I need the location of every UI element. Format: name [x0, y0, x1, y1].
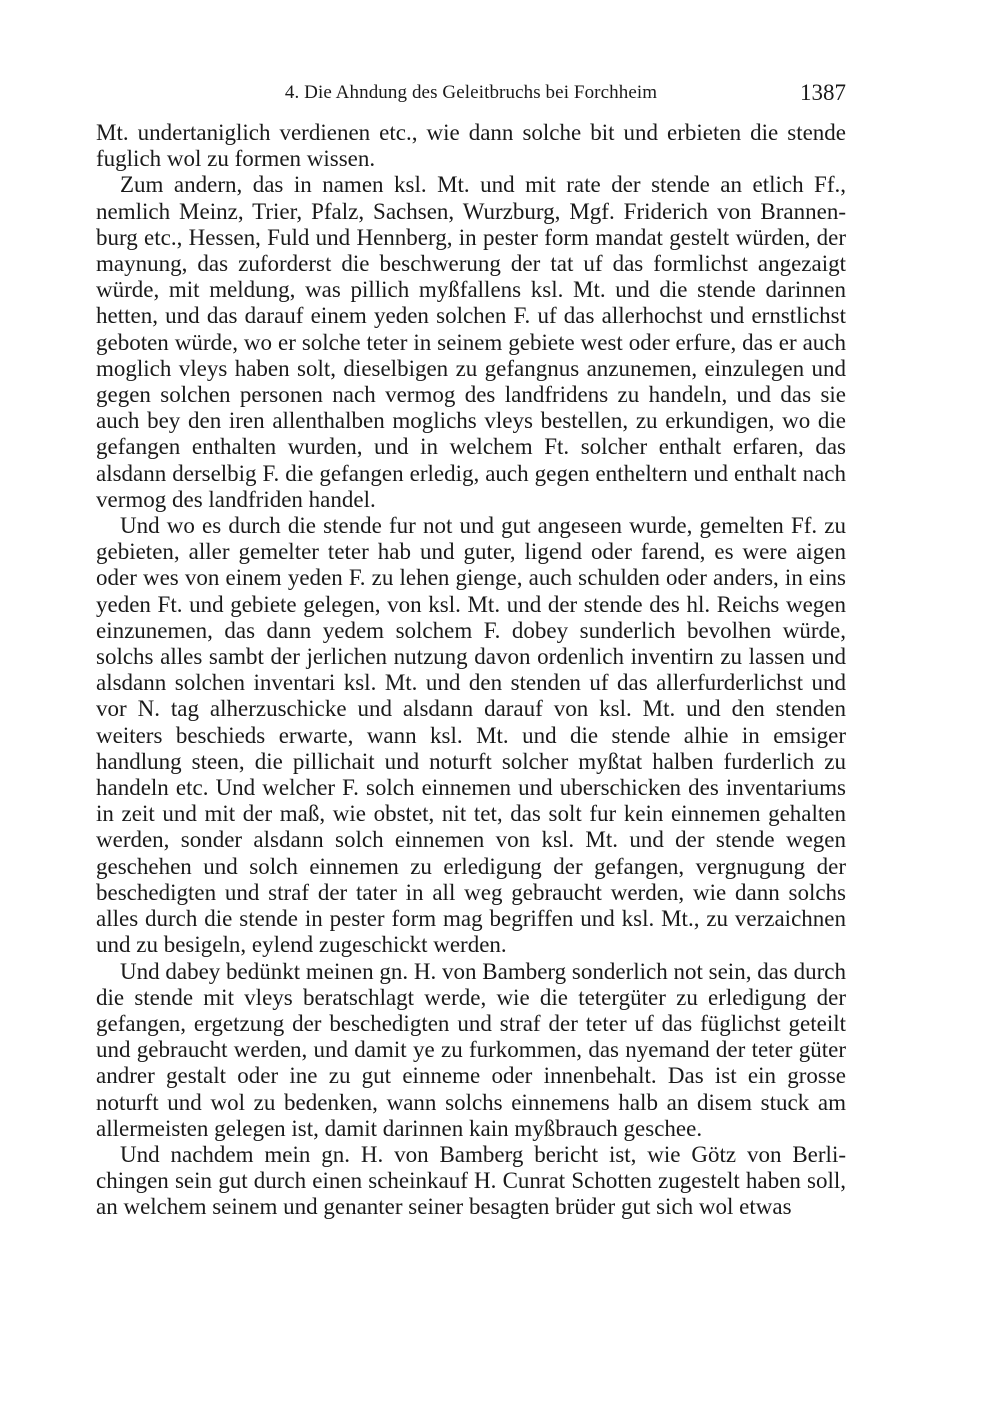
paragraph: Und wo es durch die stende fur not und gut angeseen wurde, gemelten Ff. zu gebieten, aller gemelter teter hab und guter, ligend oder farend, es were aigen oder wes von einem yeden F. zu lehen gienge, auch schulden oder anders, in eins yeden Ft. und gebiete gelegen, von ksl. Mt. und der stende des hl. Reichs wegen einzunemen, das dann yedem solchem F. dobey sunderlich bevolhen würde, solchs alles sambt der jerlichen nutzung davon ordenlich inventirn zu lassen und alsdann solchen inventari ksl. Mt. und den stenden uf das allerfurderlichst und vor N. tag alherzuschicke und alsdann darauf von ksl. Mt. und den stenden weiters beschieds erwarte, wann ksl. Mt. und die stende alhie in emsiger handlung steen, die pillichait und noturft solcher myßtat halben furderlich zu handeln etc. Und welcher F. solch einnemen und uberschicken des inventariums in zeit und mit der maß, wie obstet, nit tet, das solt fur kein einnemen gehalten werden, sonder alsdann solch einnemen von ksl. Mt. und der stende wegen geschehen und solch einnemen zu erledigung der gefangen, vergnugung der beschedigten und straf der tater in all weg gebraucht werden, wie dann solchs alles durch die stende in pester form mag begriffen und ksl. Mt., zu verzaichnen und zu besigeln, eylend zugeschickt werden.	[96, 513, 846, 958]
body-text	[96, 120, 846, 1221]
page-number: 1387	[800, 80, 846, 105]
paragraph: Und dabey bedünkt meinen gn. H. von Bamberg sonderlich not sein, das durch die stende mit vleys beratschlagt werde, wie die tetergüter zu erledigung der gefangen, ergetzung der beschedigten und straf der teter uf das füglichst geteilt und gebraucht werden, und damit ye zu furkommen, das nyemand der teter güter andrer gestalt oder ine zu gut einneme oder innenbehalt. Das ist ein grosse noturft und wol zu bedenken, wann solchs einnemens halb an disem stuck am allermeisten gelegen ist, damit darinnen kain myßbrauch geschee.	[96, 958, 846, 1141]
running-head: 4. Die Ahndung des Geleitbruchs bei Forchheim	[284, 82, 658, 103]
page-header	[96, 80, 846, 108]
paragraph: Mt. undertaniglich verdienen etc., wie dann solche bit und erbieten die stende fuglich wol zu formen wissen.	[96, 120, 846, 172]
paragraph: Zum andern, das in namen ksl. Mt. und mit rate der stende an etlich Ff., nemlich Meinz, Trier, Pfalz, Sachsen, Wurzburg, Mgf. Friderich von Brannenburg etc., Hessen, Fuld und Hennberg, in pester form mandat gestelt würden, der maynung, das zuforderst die beschwerung der tat uf das formlichst angezaigt würde, mit meldung, was pillich myßfallens ksl. Mt. und die stende darinnen hetten, und das darauf einem yeden solchen F. uf das allerhochst und ernstlichst geboten würde, wo er solche teter in seinem gebiete west oder erfure, das er auch moglich vleys haben solt, dieselbigen zu gefangnus anzunemen, einzulegen und gegen solchen personen nach vermog des landfridens zu handeln, und das sie auch bey den iren allenthalben moglichs vleys bestellen, zu erkundigen, wo die gefangen enthalten wurden, und in welchem Ft. solcher enthalt erfaren, das alsdann derselbig F. die gefangen erledig, auch gegen entheltern und enthalt nach vermog des landfriden handel.	[96, 172, 846, 512]
paragraph: Und nachdem mein gn. H. von Bamberg bericht ist, wie Götz von Berlichingen sein gut durch einen scheinkauf H. Cunrat Schotten zugestelt haben soll, an welchem seinem und genanter seiner besagten brüder gut sich wol etwas	[96, 1141, 846, 1220]
